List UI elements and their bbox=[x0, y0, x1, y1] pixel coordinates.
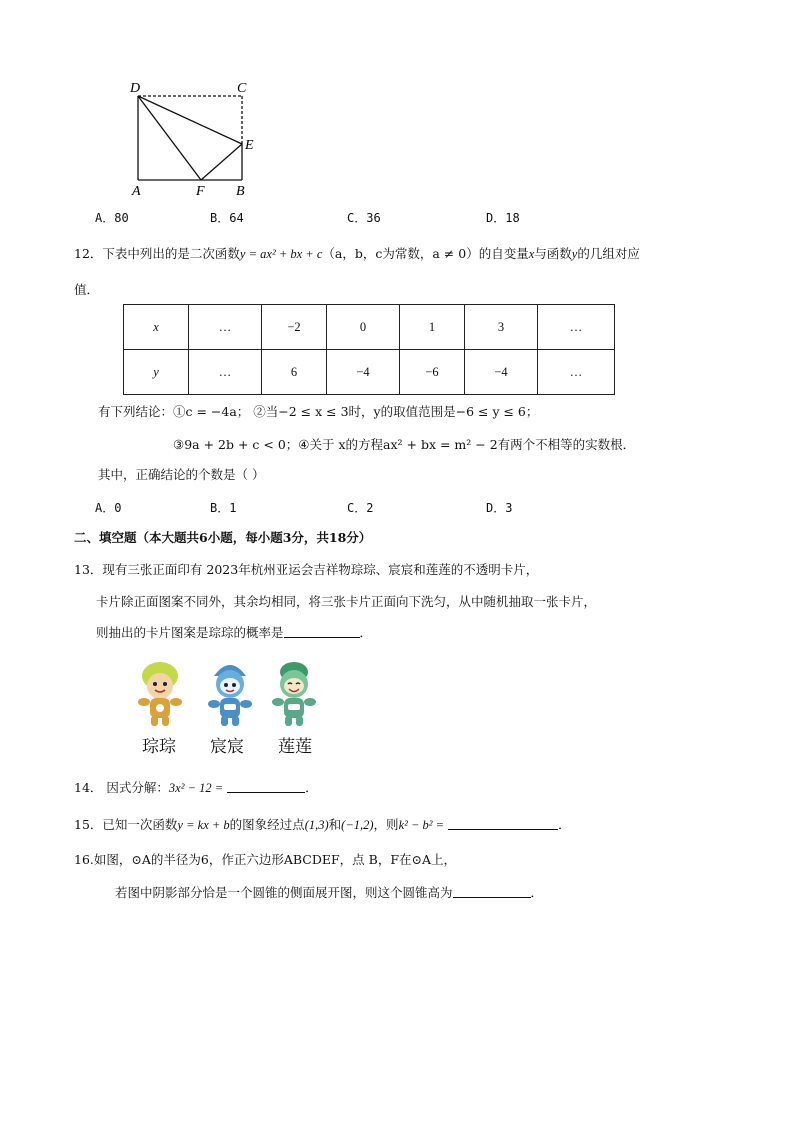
mascot-label-chenchen: 宸宸 bbox=[210, 737, 244, 757]
label-E: E bbox=[245, 138, 254, 153]
table-row bbox=[124, 305, 615, 350]
q12-stem-line1 bbox=[74, 246, 640, 262]
q12-option-b: B．1 bbox=[210, 501, 237, 515]
q15-mid: 的图象经过点 bbox=[229, 817, 305, 832]
q13-line3-end: ． bbox=[359, 625, 373, 640]
q14-prefix: 14． 因式分解： bbox=[74, 780, 169, 795]
q13-line3 bbox=[96, 625, 372, 641]
q12-option-a: A．0 bbox=[95, 501, 122, 515]
q16-line2 bbox=[115, 885, 543, 901]
q11-option-c: C．36 bbox=[347, 211, 381, 225]
table-cell: … bbox=[538, 350, 615, 395]
table-cell: x bbox=[124, 305, 189, 350]
q14-end: ． bbox=[305, 780, 318, 795]
table-cell: … bbox=[189, 350, 262, 395]
table-cell: −4 bbox=[327, 350, 400, 395]
q15-mid2: ，则 bbox=[373, 817, 399, 832]
q12-option-c: C．2 bbox=[347, 501, 374, 515]
q13-answer-blank[interactable] bbox=[284, 625, 360, 638]
q14-answer-blank[interactable] bbox=[227, 780, 305, 793]
table-cell: −6 bbox=[400, 350, 465, 395]
table-cell: … bbox=[538, 305, 615, 350]
q14-line bbox=[74, 780, 318, 796]
mascot-label-congcong: 琮琮 bbox=[142, 737, 176, 757]
q12-suffix: 的几组对应 bbox=[577, 246, 640, 261]
table-cell: −4 bbox=[465, 350, 538, 395]
table-cell: y bbox=[124, 350, 189, 395]
q15-prefix: 15．已知一次函数 bbox=[74, 817, 178, 832]
label-D: D bbox=[130, 81, 141, 96]
q15-func: y = kx + b bbox=[177, 818, 230, 832]
q12-stem-line2: 值． bbox=[74, 282, 100, 297]
q16-end: ． bbox=[530, 885, 544, 900]
q15-point1: (1,3) bbox=[304, 818, 329, 832]
q13-line1: 13．现有三张正面印有 2023年杭州亚运会吉祥物琮琮、宸宸和莲莲的不透明卡片， bbox=[74, 562, 539, 577]
q14-expr: 3x² − 12 = bbox=[168, 781, 224, 795]
q16-line2-text: 若图中阴影部分恰是一个圆锥的侧面展开图，则这个圆锥高为 bbox=[115, 885, 453, 900]
mascot-congcong-figure bbox=[130, 658, 190, 730]
q12-question: 其中，正确结论的个数是（ ） bbox=[98, 467, 265, 482]
mascot-chenchen-figure bbox=[200, 658, 260, 730]
table-cell: … bbox=[189, 305, 262, 350]
q15-point2: (−1,2) bbox=[341, 818, 374, 832]
q12-y-var: y bbox=[571, 247, 578, 261]
q15-and: 和 bbox=[328, 817, 342, 832]
q12-x-var: x bbox=[528, 247, 535, 261]
table-cell: −2 bbox=[262, 305, 327, 350]
table-cell: 1 bbox=[400, 305, 465, 350]
mascot-lianlian-figure bbox=[264, 658, 324, 730]
q12-mid: （a，b，c为常数，a ≠ 0）的自变量 bbox=[322, 246, 529, 261]
q15-end: ． bbox=[558, 817, 571, 832]
q11-option-a: A．80 bbox=[95, 211, 129, 225]
q12-option-d: D．3 bbox=[486, 501, 513, 515]
label-C: C bbox=[237, 81, 247, 96]
section2-heading: 二、填空题（本大题共6小题，每小题3分，共18分） bbox=[74, 530, 372, 545]
q11-option-d: D．18 bbox=[486, 211, 520, 225]
table-cell: 0 bbox=[327, 305, 400, 350]
q16-line1: 16.如图，⊙A的半径为6，作正六边形ABCDEF，点 B，F在⊙A上， bbox=[74, 852, 456, 867]
q12-formula: y = ax² + bx + c bbox=[239, 247, 323, 261]
mascot-label-lianlian: 莲莲 bbox=[278, 737, 312, 757]
q13-line2: 卡片除正面图案不同外，其余均相同，将三张卡片正面向下洗匀，从中随机抽取一张卡片， bbox=[96, 594, 597, 609]
label-A: A bbox=[132, 184, 141, 199]
q13-line3-text: 则抽出的卡片图案是琮琮的概率是 bbox=[96, 625, 284, 640]
q15-answer-blank[interactable] bbox=[448, 817, 558, 830]
q12-mid2: 与函数 bbox=[534, 246, 572, 261]
table-cell: 3 bbox=[465, 305, 538, 350]
q12-conclusions-line1: 有下列结论：①c = −4a； ②当−2 ≤ x ≤ 3时，y的取值范围是−6 ≤ y ≤ 6； bbox=[98, 404, 539, 419]
table-row bbox=[124, 350, 615, 395]
label-B: B bbox=[236, 184, 245, 199]
q12-prefix: 12．下表中列出的是二次函数 bbox=[74, 246, 240, 261]
label-F: F bbox=[196, 184, 205, 199]
table-cell: 6 bbox=[262, 350, 327, 395]
q11-option-b: B．64 bbox=[210, 211, 244, 225]
q11-figure bbox=[120, 76, 270, 202]
q15-expr: k² − b² = bbox=[398, 818, 445, 832]
q15-line bbox=[74, 817, 571, 833]
q12-conclusions-line2: ③9a + 2b + c < 0；④关于 x的方程ax² + bx = m² − 2有两个不相等的实数根． bbox=[173, 437, 636, 452]
q12-value-table bbox=[123, 304, 615, 395]
q16-answer-blank[interactable] bbox=[453, 885, 531, 898]
